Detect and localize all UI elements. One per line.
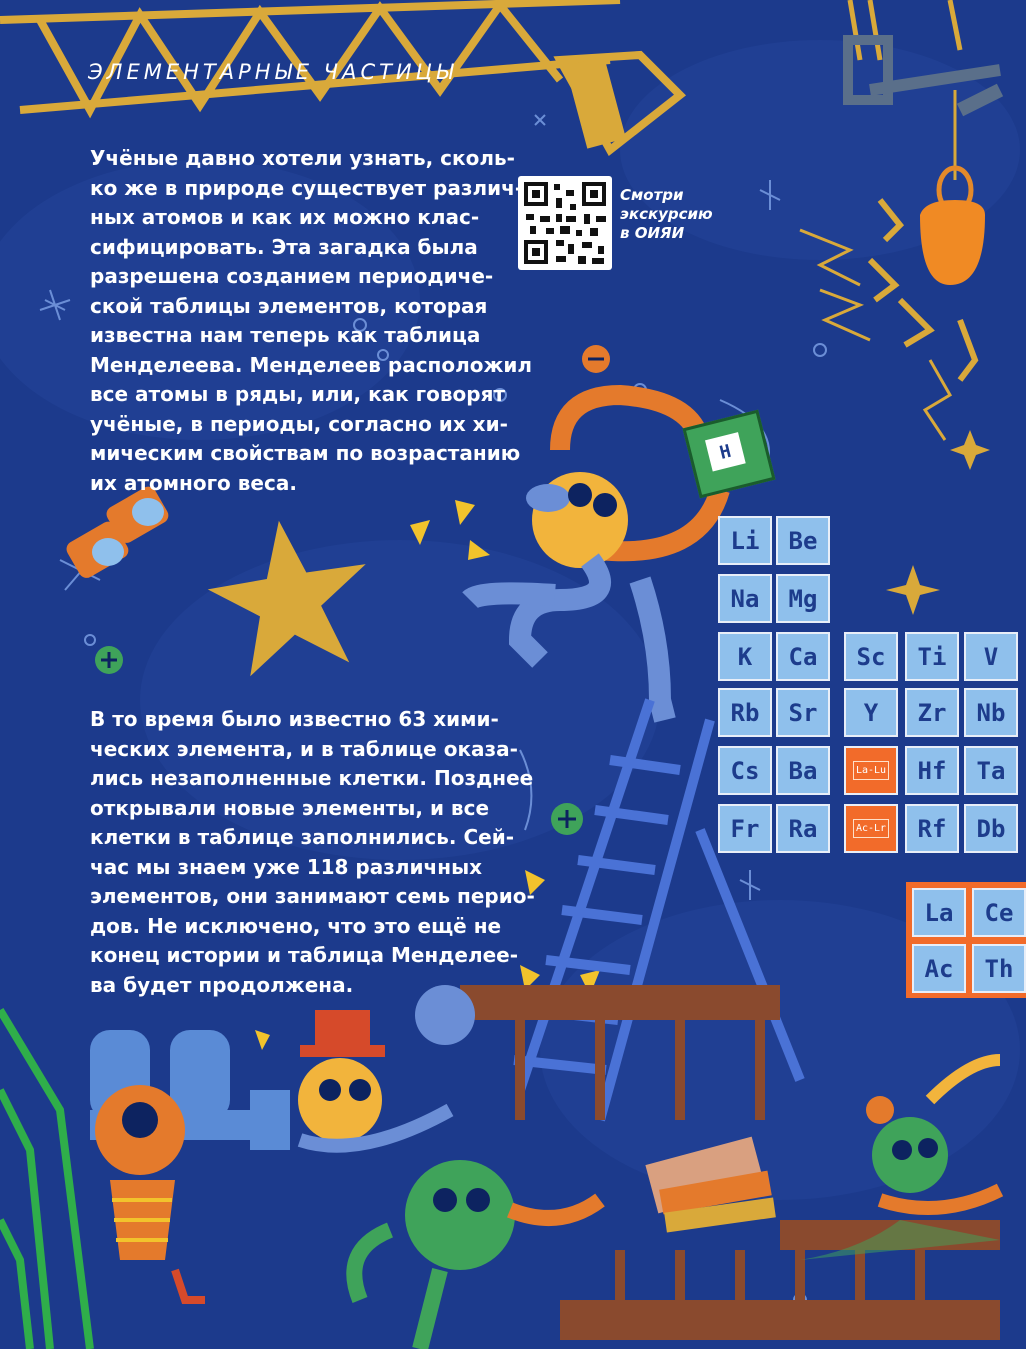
text-line: все атомы в ряды, или, как говорят	[90, 382, 506, 406]
intro-paragraph	[90, 144, 532, 498]
element-cell: Hf	[905, 746, 959, 795]
text-line: известна нам теперь как таблица	[90, 323, 481, 347]
text-line: разрешена созданием периодиче-	[90, 264, 494, 288]
lanthanide-table	[906, 882, 1014, 998]
element-cell: Be	[776, 516, 830, 565]
element-cell: Db	[964, 804, 1018, 853]
element-range-label: Ac-Lr	[853, 819, 889, 838]
element-cell: Fr	[718, 804, 772, 853]
text-line: лись незаполненные клетки. Позднее	[90, 766, 534, 790]
qr-caption-line: Смотри	[620, 186, 684, 204]
text-line: ской таблицы элементов, которая	[90, 293, 488, 318]
element-cell: Rb	[718, 688, 772, 737]
qr-caption-line: в ОИЯИ	[620, 224, 685, 242]
element-cell	[844, 746, 898, 795]
element-cell: V	[964, 632, 1018, 681]
section-title: ЭЛЕМЕНТАРНЫЕ ЧАСТИЦЫ	[88, 60, 458, 84]
element-cell: Li	[718, 516, 772, 565]
element-cell	[844, 804, 898, 853]
element-cell: Nb	[964, 688, 1018, 737]
element-cell: Ac	[912, 944, 966, 993]
element-cell: La	[912, 888, 966, 937]
element-cell: Rf	[905, 804, 959, 853]
element-cell: Sr	[776, 688, 830, 737]
text-line: ных атомов и как их можно клас-	[90, 205, 480, 229]
element-cell: Ca	[776, 632, 830, 681]
periodic-table	[718, 516, 1006, 858]
element-range-label: La-Lu	[853, 761, 889, 780]
element-cell: Th	[972, 944, 1026, 993]
text-line: сифицировать. Эта загадка была	[90, 234, 478, 259]
text-line: ческих элемента, и в таблице оказа-	[90, 736, 518, 761]
history-paragraph	[90, 705, 535, 1000]
hydrogen-symbol: H	[705, 432, 746, 471]
element-cell: Y	[844, 688, 898, 737]
text-line: Учёные давно хотели узнать, сколь-	[90, 146, 515, 170]
text-line: Менделеева. Менделеев расположил	[90, 352, 533, 377]
element-cell: Ta	[964, 746, 1018, 795]
text-line: учёные, в периоды, согласно их хи-	[90, 411, 508, 436]
element-cell: Ba	[776, 746, 830, 795]
qr-caption-line: экскурсию	[620, 205, 713, 223]
element-cell: Zr	[905, 688, 959, 737]
text-line: их атомного веса.	[90, 470, 297, 495]
text-line: В то время было известно 63 хими-	[90, 707, 499, 731]
text-line: конец истории и таблица Менделее-	[90, 943, 519, 967]
qr-code[interactable]	[518, 176, 612, 270]
text-line: ко же в природе существует различ-	[90, 175, 524, 200]
text-line: открывали новые элементы, и все	[90, 795, 490, 820]
element-cell: Ti	[905, 632, 959, 681]
element-cell: Ra	[776, 804, 830, 853]
text-line: ва будет продолжена.	[90, 972, 354, 997]
element-cell: Cs	[718, 746, 772, 795]
text-line: мическим свойствам по возрастанию	[90, 441, 521, 465]
qr-caption	[620, 186, 713, 243]
text-line: дов. Не исключено, что это ещё не	[90, 913, 502, 938]
element-cell: K	[718, 632, 772, 681]
element-cell: Sc	[844, 632, 898, 681]
element-cell: Ce	[972, 888, 1026, 937]
element-cell: Na	[718, 574, 772, 623]
text-line: элементов, они занимают семь перио-	[90, 884, 535, 908]
element-cell: Mg	[776, 574, 830, 623]
text-line: клетки в таблице заполнились. Сей-	[90, 825, 515, 849]
text-line: час мы знаем уже 118 различных	[90, 854, 483, 879]
